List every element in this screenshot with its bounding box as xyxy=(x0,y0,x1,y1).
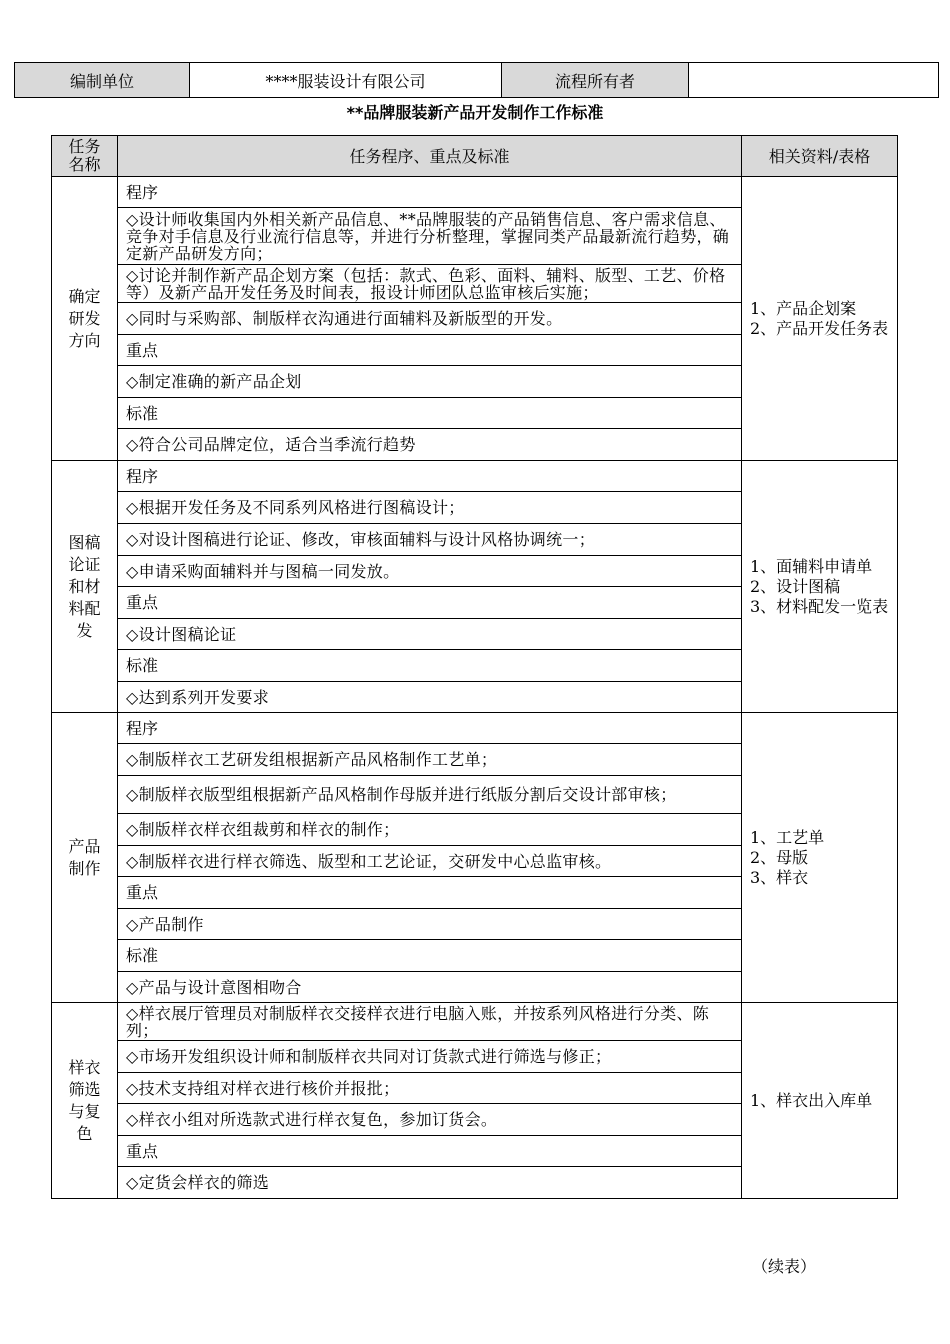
unit-value: ****服装设计有限公司 xyxy=(190,63,502,98)
task-name-cell xyxy=(52,713,118,1003)
procedure-item: ◇制版样衣样衣组裁剪和样衣的制作； xyxy=(118,814,742,846)
procedure-item: ◇制版样衣工艺研发组根据新产品风格制作工艺单； xyxy=(118,744,742,776)
procedure-item: ◇根据开发任务及不同系列风格进行图稿设计； xyxy=(118,492,742,524)
section-label: 重点 xyxy=(118,877,742,909)
procedure-item: ◇设计图稿论证 xyxy=(118,619,742,650)
procedure-item: ◇设计师收集国内外相关新产品信息、**品牌服装的产品销售信息、客户需求信息、竞争对手信息及行业流行信息等，并进行分析整理，掌握同类产品最新流行趋势，确定新产品研发方向； xyxy=(118,208,742,265)
section-label: 标准 xyxy=(118,650,742,682)
resource-item: 2、产品开发任务表 xyxy=(750,318,889,338)
resource-item: 1、工艺单 xyxy=(750,827,825,847)
resources-cell xyxy=(742,177,898,461)
task-name-cell xyxy=(52,1003,118,1199)
task-name: 样衣筛选与复色 xyxy=(68,1057,101,1143)
section-label: 重点 xyxy=(118,335,742,366)
procedure-item: ◇产品与设计意图相吻合 xyxy=(118,972,742,1003)
procedure-item: ◇样衣小组对所选款式进行样衣复色，参加订货会。 xyxy=(118,1104,742,1136)
resources-cell xyxy=(742,713,898,1003)
resource-item: 1、面辅料申请单 xyxy=(750,556,873,576)
table-header-row xyxy=(52,136,898,177)
owner-label: 流程所有者 xyxy=(502,63,689,98)
task-name: 确定研发方向 xyxy=(68,286,101,350)
resource-item: 3、样衣 xyxy=(750,867,809,887)
section-label: 程序 xyxy=(118,461,742,492)
continued-note: （续表） xyxy=(752,1257,817,1276)
procedure-item: ◇讨论并制作新产品企划方案（包括：款式、色彩、面料、辅料、版型、工艺、价格等）及新产品开发任务及时间表，报设计师团队总监审核后实施； xyxy=(118,265,742,303)
table-row xyxy=(52,713,898,744)
document-title: **品牌服装新产品开发制作工作标准 xyxy=(346,103,604,122)
procedure-item: ◇产品制作 xyxy=(118,909,742,940)
resources-cell xyxy=(742,461,898,713)
task-name-cell xyxy=(52,177,118,461)
resource-item: 1、样衣出入库单 xyxy=(750,1090,873,1110)
header-procedure: 任务程序、重点及标准 xyxy=(118,136,742,177)
procedure-item: ◇达到系列开发要求 xyxy=(118,682,742,713)
procedure-item: ◇符合公司品牌定位，适合当季流行趋势 xyxy=(118,429,742,461)
table-body xyxy=(52,177,898,1199)
procedure-item: ◇定货会样衣的筛选 xyxy=(118,1167,742,1199)
procedure-item: ◇制版样衣版型组根据新产品风格制作母版并进行纸版分割后交设计部审核； xyxy=(118,776,742,814)
task-name-cell xyxy=(52,461,118,713)
table-row xyxy=(52,1003,898,1041)
task-name: 产品制作 xyxy=(68,836,101,878)
resources-cell xyxy=(742,1003,898,1199)
section-label: 重点 xyxy=(118,587,742,619)
header-info-table xyxy=(14,62,939,98)
resource-item: 3、材料配发一览表 xyxy=(750,596,889,616)
table-row xyxy=(52,177,898,208)
standards-table xyxy=(51,135,898,1199)
section-label: 重点 xyxy=(118,1136,742,1167)
resource-item: 2、母版 xyxy=(750,847,809,867)
section-label: 标准 xyxy=(118,398,742,429)
unit-label: 编制单位 xyxy=(15,63,190,98)
table-row xyxy=(52,461,898,492)
procedure-item: ◇同时与采购部、制版样衣沟通进行面辅料及新版型的开发。 xyxy=(118,303,742,335)
procedure-item: ◇制版样衣进行样衣筛选、版型和工艺论证，交研发中心总监审核。 xyxy=(118,846,742,877)
procedure-item: ◇制定准确的新产品企划 xyxy=(118,366,742,398)
procedure-item: ◇对设计图稿进行论证、修改，审核面辅料与设计风格协调统一； xyxy=(118,524,742,556)
procedure-item: ◇技术支持组对样衣进行核价并报批； xyxy=(118,1073,742,1104)
procedure-item: ◇申请采购面辅料并与图稿一同发放。 xyxy=(118,556,742,587)
resource-item: 2、设计图稿 xyxy=(750,576,841,596)
header-resources: 相关资料/表格 xyxy=(742,136,898,177)
section-label: 程序 xyxy=(118,713,742,744)
section-label: 标准 xyxy=(118,940,742,972)
owner-value xyxy=(689,63,939,98)
resource-item: 1、产品企划案 xyxy=(750,298,857,318)
procedure-item: ◇市场开发组织设计师和制版样衣共同对订货款式进行筛选与修正； xyxy=(118,1041,742,1073)
header-info-row xyxy=(15,63,939,98)
procedure-item: ◇样衣展厅管理员对制版样衣交接样衣进行电脑入账，并按系列风格进行分类、陈列； xyxy=(118,1003,742,1041)
header-task-name: 任务名称 xyxy=(52,136,118,177)
section-label: 程序 xyxy=(118,177,742,208)
task-name: 图稿论证和材料配发 xyxy=(68,532,101,640)
